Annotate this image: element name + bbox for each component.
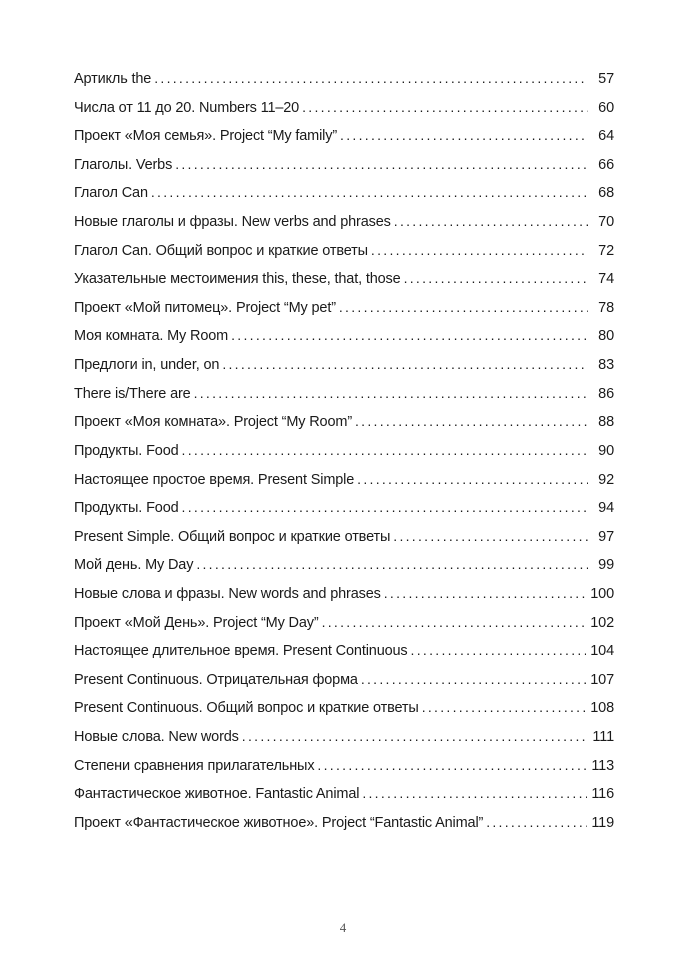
toc-dot-leader [196, 556, 588, 572]
toc-dot-leader [182, 499, 588, 515]
toc-dot-leader [394, 213, 588, 229]
toc-entry-page: 92 [598, 471, 614, 488]
toc-entry-title: Моя комната. My Room [74, 328, 229, 345]
toc-dot-leader [362, 785, 587, 801]
toc-entry-title: Present Continuous. Отрицательная форма [74, 671, 358, 688]
toc-entry-page: 60 [598, 99, 614, 116]
toc-entry[interactable] [74, 213, 614, 242]
toc-entry-page: 108 [590, 700, 614, 717]
toc-dot-leader [182, 442, 588, 458]
toc-dot-leader [357, 471, 588, 487]
toc-entry-title: There is/There are [74, 385, 191, 402]
toc-entry-title: Глагол Can. Общий вопрос и краткие ответы [74, 242, 368, 259]
toc-entry[interactable] [74, 471, 614, 500]
toc-dot-leader [371, 242, 588, 258]
toc-entry[interactable] [74, 270, 614, 299]
toc-entry-page: 86 [598, 385, 614, 402]
toc-dot-leader [175, 156, 588, 172]
toc-dot-leader [355, 413, 588, 429]
toc-entry-title: Продукты. Food [74, 500, 179, 517]
toc-entry[interactable] [74, 156, 614, 185]
toc-entry[interactable] [74, 413, 614, 442]
toc-entry[interactable] [74, 442, 614, 471]
toc-entry[interactable] [74, 528, 614, 557]
toc-dot-leader [154, 70, 588, 86]
table-of-contents [74, 70, 614, 842]
toc-entry[interactable] [74, 814, 614, 843]
toc-entry-page: 102 [590, 614, 614, 631]
toc-dot-leader [361, 671, 586, 687]
toc-dot-leader [411, 642, 587, 658]
toc-entry-title: Настоящее простое время. Present Simple [74, 471, 355, 488]
toc-dot-leader [194, 385, 588, 401]
toc-entry-title: Проект «Моя семья». Project “My family” [74, 128, 338, 145]
toc-entry-page: 104 [590, 643, 614, 660]
toc-entry-page: 80 [598, 328, 614, 345]
toc-entry-page: 74 [598, 271, 614, 288]
toc-entry-page: 97 [598, 528, 614, 545]
toc-entry[interactable] [74, 699, 614, 728]
toc-dot-leader [322, 614, 587, 630]
toc-entry-title: Указательные местоимения this, these, that, those [74, 271, 401, 288]
page-number: 4 [339, 920, 347, 935]
toc-entry[interactable] [74, 242, 614, 271]
toc-dot-leader [486, 814, 587, 830]
toc-entry[interactable] [74, 327, 614, 356]
toc-entry[interactable] [74, 499, 614, 528]
toc-entry[interactable] [74, 728, 614, 757]
toc-entry-title: Мой день. My Day [74, 557, 194, 574]
toc-entry[interactable] [74, 127, 614, 156]
toc-entry-title: Глаголы. Verbs [74, 156, 173, 173]
toc-dot-leader [231, 327, 588, 343]
toc-entry-page: 99 [598, 557, 614, 574]
toc-entry[interactable] [74, 385, 614, 414]
toc-entry-page: 88 [598, 414, 614, 431]
toc-entry-page: 57 [598, 71, 614, 87]
toc-entry-page: 78 [598, 299, 614, 316]
toc-entry-title: Продукты. Food [74, 442, 179, 459]
toc-dot-leader [242, 728, 588, 744]
toc-entry[interactable] [74, 299, 614, 328]
toc-entry[interactable] [74, 70, 614, 99]
toc-entry[interactable] [74, 671, 614, 700]
toc-entry[interactable] [74, 356, 614, 385]
toc-entry-title: Предлоги in, under, on [74, 357, 220, 374]
toc-entry-title: Фантастическое животное. Fantastic Animal [74, 786, 360, 803]
toc-dot-leader [422, 699, 587, 715]
toc-entry-title: Проект «Мой День». Project “My Day” [74, 614, 319, 631]
toc-entry-title: Числа от 11 до 20. Numbers 11–20 [74, 99, 300, 116]
toc-entry-page: 113 [591, 757, 614, 774]
toc-entry-title: Новые слова. New words [74, 729, 239, 746]
toc-dot-leader [340, 127, 588, 143]
toc-dot-leader [404, 270, 588, 286]
toc-entry[interactable] [74, 184, 614, 213]
toc-entry-page: 72 [598, 242, 614, 259]
toc-entry-title: Проект «Моя комната». Project “My Room” [74, 414, 352, 431]
toc-entry-title: Глагол Can [74, 185, 148, 202]
toc-entry-page: 66 [598, 156, 614, 173]
toc-dot-leader [302, 99, 588, 115]
toc-entry[interactable] [74, 642, 614, 671]
toc-entry-page: 90 [598, 442, 614, 459]
toc-entry-page: 100 [590, 585, 614, 602]
toc-dot-leader [317, 757, 587, 773]
toc-entry-title: Новые глаголы и фразы. New verbs and phrases [74, 214, 391, 231]
toc-entry-page: 119 [591, 814, 614, 831]
toc-entry[interactable] [74, 585, 614, 614]
toc-entry-page: 70 [598, 214, 614, 231]
toc-entry-page: 107 [590, 671, 614, 688]
toc-entry-title: Present Continuous. Общий вопрос и краткие ответы [74, 700, 419, 717]
toc-entry[interactable] [74, 556, 614, 585]
toc-entry-title: Present Simple. Общий вопрос и краткие ответы [74, 528, 391, 545]
toc-dot-leader [151, 184, 588, 200]
toc-entry[interactable] [74, 785, 614, 814]
toc-entry-page: 83 [598, 357, 614, 374]
toc-entry-page: 68 [598, 185, 614, 202]
toc-entry-page: 116 [591, 786, 614, 803]
toc-entry-title: Проект «Мой питомец». Project “My pet” [74, 299, 336, 316]
toc-entry[interactable] [74, 614, 614, 643]
toc-entry-page: 94 [598, 500, 614, 517]
toc-entry[interactable] [74, 757, 614, 786]
toc-entry[interactable] [74, 99, 614, 128]
toc-entry-title: Проект «Фантастическое животное». Project “Fantastic Animal” [74, 814, 484, 831]
toc-dot-leader [339, 299, 588, 315]
toc-entry-page: 111 [592, 729, 614, 746]
toc-dot-leader [384, 585, 587, 601]
toc-entry-page: 64 [598, 128, 614, 145]
toc-entry-title: Степени сравнения прилагательных [74, 757, 315, 774]
toc-entry-title: Новые слова и фразы. New words and phrases [74, 585, 381, 602]
toc-entry-title: Настоящее длительное время. Present Continuous [74, 643, 408, 660]
toc-dot-leader [393, 528, 588, 544]
toc-entry-title: Артикль the [74, 71, 152, 87]
toc-dot-leader [222, 356, 588, 372]
